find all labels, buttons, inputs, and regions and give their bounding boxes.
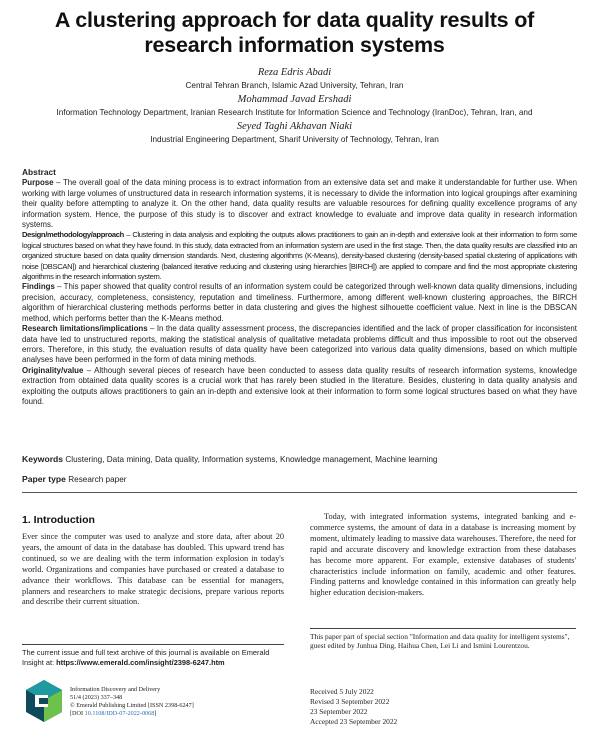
archive-note-text: The current issue and full text archive of this journal is available on Emerald Insight at:: [22, 648, 270, 667]
originality-label: Originality/value: [22, 365, 84, 375]
design-text: – Clustering in data analysis and exploiting the outputs allows practitioners to gain an in-depth and extensive look at their information to form some logical structures based on what they have found. In this study, data extracted from an information system are used in the first stage. Then, the data quality results are classified into an organized structure based on data quality dimension standards. Next, clustering algorithms (K-Means), density-based clustering (density-based spatial clustering of applications with noise [DBSCAN]) and hierarchical clustering (balanced iterative reducing and clustering using hierarchies [BIRCH]) are applied to compare and find the most appropriate clustering algorithms in the research information system.: [22, 230, 577, 282]
abstract-purpose: [22, 178, 577, 230]
received-date: Received 5 July 2022: [310, 687, 374, 696]
journal-issue: 51/4 (2023) 337–348: [70, 694, 123, 701]
abstract: [22, 167, 577, 407]
abstract-findings: [22, 282, 577, 324]
abstract-design: [22, 230, 577, 282]
title-line-1: A clustering approach for data quality results of: [54, 8, 535, 32]
keywords-text: Clustering, Data mining, Data quality, Information systems, Knowledge management, Machine learning: [63, 455, 438, 464]
section-heading: 1. Introduction: [22, 514, 95, 526]
findings-label: Findings: [22, 282, 55, 292]
accepted-date: Accepted 23 September 2022: [310, 717, 398, 726]
abstract-limitations: [22, 324, 577, 366]
archive-link[interactable]: https://www.emerald.com/insight/2398-6247.htm: [56, 657, 225, 667]
author-name: Mohammad Javad Ershadi: [237, 94, 352, 105]
special-section-note: This paper part of special section "Information and data quality for intelligent systems", guest edited by Junhua Ding, Haihua Chen, Lei Li and Ismini Lourentzou.: [310, 632, 570, 651]
abstract-originality: [22, 366, 577, 408]
revised-date: Revised 3 September 2022: [310, 697, 390, 706]
paper-type-label: Paper type: [22, 474, 66, 484]
divider: [22, 492, 577, 493]
abstract-heading: Abstract: [22, 167, 56, 177]
author-block: [0, 66, 589, 147]
journal-info: [70, 686, 290, 718]
article-dates: [310, 687, 576, 727]
findings-text: – This paper showed that quality control results of an information system could be categorized through well-known data quality dimensions, including precision, accuracy, completeness, consistency, reputation and timeliness. Furthermore, among different well-known clustering approaches, the BIRCH algorithm of hierarchical clustering methods performs better in data clustering and gives the highest silhouette coefficient value. Next in line is the DBSCAN method, which performs better than the K-Means method.: [22, 282, 577, 323]
archive-note: [22, 648, 284, 667]
purpose-text: – The overall goal of the data mining process is to extract information from an extensive data set and make it understandable for further use. When working with large volumes of unstructured data in research information systems, it is necessary to divide the information into logical groupings after examining their quality before attempting to analyze it. On the other hand, data quality results are valuable resources for defining quality excellence programs of any information system. Hence, the purpose of this study is to discover and extract knowledge to evaluate and improve data quality in research information systems.: [22, 178, 577, 230]
footnote-divider: [310, 628, 576, 629]
keywords: [22, 454, 577, 465]
intro-paragraph-right: Today, with integrated information systems, integrated banking and e-commerce systems, the amount of data in a database is increasing moment by moment, ultimately leading to massive data warehouses. Therefore, the need for rapid and accurate discovery and knowledge extraction from these databases has become more apparent. For example, extensive databases of students' characteristics include information on family, academic and other features. Finding patterns and knowledge contained in this information can greatly help higher education decision-makers.: [310, 512, 576, 598]
limitations-label: Research limitations/implications: [22, 324, 148, 334]
limitations-text: – In the data quality assessment process, the discrepancies identified and the lack of proper classification for inconsistent data have led to unstructured reports, making the statistical analysis of qualitative metadata problems difficult and thus impossible to root out the observed errors. Therefore, in this study, the evaluation results of data quality have been categorized into various data quality dimensions, based on which multiple analyses have been performed in the form of data mining methods.: [22, 324, 577, 365]
journal-doi: [70, 710, 290, 718]
doi-suffix: ]: [154, 710, 157, 717]
journal-publisher: © Emerald Publishing Limited [ISSN 2398-6247]: [70, 702, 194, 709]
intro-paragraph-left: Ever since the computer was used to analyze and store data, after about 20 years, the amount of data in the database has doubled. This upward trend has continued, so we are dealing with the term information explosion in today's world. Organizations and companies have purchased or created a database to advance their workflows. This database can be essential for managers, planners and researchers to make strategic decisions, prepare various reports and describe their current situation.: [22, 532, 284, 607]
journal-name: Information Discovery and Delivery: [70, 686, 161, 693]
keywords-label: Keywords: [22, 454, 64, 464]
design-label: Design/methodology/approach: [22, 230, 124, 240]
author-affiliation: Information Technology Department, Iranian Research Institute for Information Science and Technology (IranDoc), Tehran, Iran, and: [56, 108, 533, 117]
author-name: Seyed Taghi Akhavan Niaki: [236, 121, 353, 132]
doi-prefix: [DOI: [70, 710, 85, 717]
paper-type-text: Research paper: [65, 475, 127, 484]
revised-date: 23 September 2022: [310, 707, 368, 716]
paper-title: [0, 8, 589, 58]
paper-type: [22, 474, 577, 485]
purpose-label: Purpose: [22, 178, 54, 188]
title-line-2: research information systems: [144, 33, 445, 57]
emerald-logo-icon: [24, 678, 64, 724]
footnote-divider: [22, 644, 284, 645]
author-name: Reza Edris Abadi: [257, 67, 332, 78]
author-affiliation: Industrial Engineering Department, Sharif University of Technology, Tehran, Iran: [150, 135, 439, 144]
author-affiliation: Central Tehran Branch, Islamic Azad University, Tehran, Iran: [185, 81, 404, 90]
originality-text: – Although several pieces of research have been conducted to assess data quality results of research information systems, knowledge extraction from obtained data quality scores is a crucial work that has rarely been studied in the literature. Besides, clustering in data quality analysis and exploiting the outputs allows practitioners to gain an in-depth and extensive look at their information to form some logical structures based on what they have found.: [22, 365, 577, 406]
doi-link[interactable]: 10.1108/IDD-07-2022-0068: [84, 710, 155, 717]
